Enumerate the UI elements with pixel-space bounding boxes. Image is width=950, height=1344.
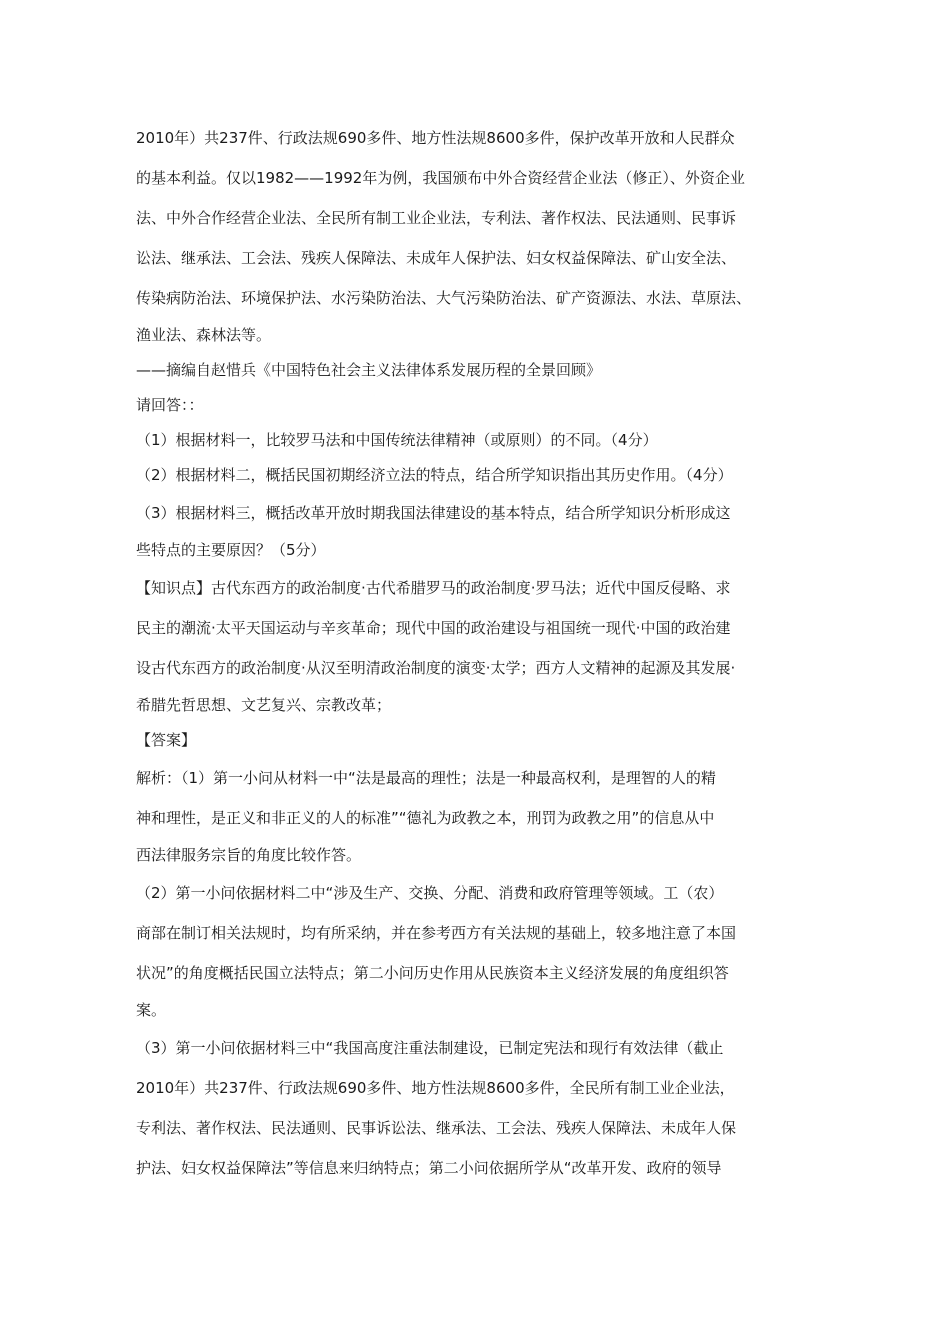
- question-3-cont: 些特点的主要原因？（5分）: [136, 541, 326, 559]
- text-line: 民主的潮流·太平天国运动与辛亥革命；现代中国的政治建设与祖国统一现代·中国的政治建: [136, 619, 731, 637]
- text-line: 讼法、继承法、工会法、残疾人保障法、未成年人保护法、妇女权益保障法、矿山安全法、: [136, 249, 737, 267]
- text-line: 法、中外合作经营企业法、全民所有制工业企业法，专利法、著作权法、民法通则、民事诉: [136, 209, 737, 227]
- question-1: （1）根据材料一，比较罗马法和中国传统法律精神（或原则）的不同。（4分）: [136, 431, 658, 449]
- text-line: 2010年）共237件、行政法规690多件、地方性法规8600多件，全民所有制工业企业法，: [136, 1079, 735, 1097]
- knowledge-points: 【知识点】古代东西方的政治制度·古代希腊罗马的政治制度·罗马法；近代中国反侵略、求: [136, 579, 731, 597]
- text-line: 西法律服务宗旨的角度比较作答。: [136, 846, 362, 864]
- document-body: [136, 118, 826, 1188]
- text-line: 设古代东西方的政治制度·从汉至明清政治制度的演变·太学；西方人文精神的起源及其发展·: [136, 659, 736, 677]
- text-line: 护法、妇女权益保障法”等信息来归纳特点；第二小问依据所学从“改革开发、政府的领导: [136, 1159, 722, 1177]
- source-citation: ——摘编自赵惜兵《中国特色社会主义法律体系发展历程的全景回顾》: [136, 361, 602, 379]
- question-prompt: 请回答：：: [136, 396, 204, 414]
- text-line: 2010年）共237件、行政法规690多件、地方性法规8600多件，保护改革开放和人民群众: [136, 129, 735, 147]
- text-line: 的基本利益。仅以1982——1992年为例，我国颁布中外合资经营企业法（修正）、外资企业: [136, 169, 745, 187]
- analysis-3: （3）第一小问依据材料三中“我国高度注重法制建设，已制定宪法和现行有效法律（截止: [136, 1039, 724, 1057]
- text-line: 状况”的角度概括民国立法特点；第二小问历史作用从民族资本主义经济发展的角度组织答: [136, 964, 729, 982]
- text-line: 渔业法、森林法等。: [136, 326, 272, 344]
- text-line: 案。: [136, 1001, 167, 1019]
- question-2: （2）根据材料二，概括民国初期经济立法的特点，结合所学知识指出其历史作用。（4分）: [136, 466, 733, 484]
- analysis-2: （2）第一小问依据材料二中“涉及生产、交换、分配、消费和政府管理等领域。工（农）: [136, 884, 724, 902]
- analysis-1: 解析：（1）第一小问从材料一中“法是最高的理性；法是一种最高权利，是理智的人的精: [136, 769, 716, 787]
- answer-heading: 【答案】: [136, 731, 197, 749]
- text-line: 神和理性，是正义和非正义的人的标准”“德礼为政教之本，刑罚为政教之用”的信息从中: [136, 809, 715, 827]
- question-3: （3）根据材料三，概括改革开放时期我国法律建设的基本特点，结合所学知识分析形成这: [136, 504, 731, 522]
- text-line: 商部在制订相关法规时，均有所采纳，并在参考西方有关法规的基础上，较多地注意了本国: [136, 924, 737, 942]
- text-line: 专利法、著作权法、民法通则、民事诉讼法、继承法、工会法、残疾人保障法、未成年人保: [136, 1119, 737, 1137]
- text-line: 传染病防治法、环境保护法、水污染防治法、大气污染防治法、矿产资源法、水法、草原法、: [136, 289, 752, 307]
- text-line: 希腊先哲思想、文艺复兴、宗教改革；: [136, 696, 392, 714]
